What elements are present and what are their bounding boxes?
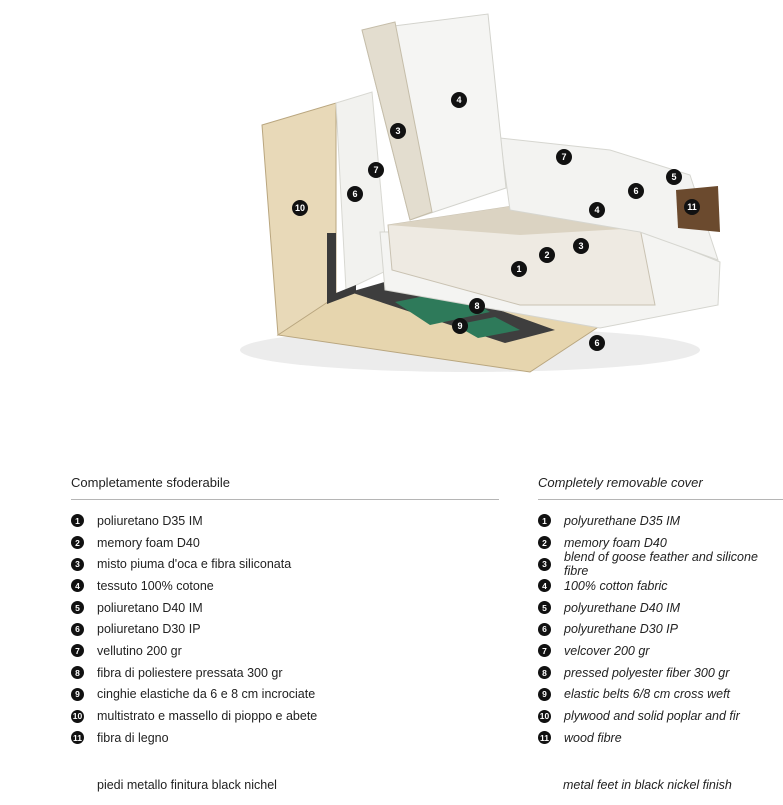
number-badge: 1: [71, 514, 84, 527]
marker-8: [469, 298, 485, 314]
item-text: misto piuma d'oca e fibra siliconata: [97, 557, 292, 572]
marker-3: [573, 238, 589, 254]
marker-6: [347, 186, 363, 202]
list-item: [71, 684, 499, 706]
marker-label: 1: [516, 264, 522, 274]
item-text: velcover 200 gr: [564, 643, 650, 658]
item-text: pressed polyester fiber 300 gr: [564, 665, 730, 680]
marker-4: [451, 92, 467, 108]
number-badge: 7: [71, 644, 84, 657]
number-badge: 8: [71, 666, 84, 679]
number-badge: 7: [538, 644, 551, 657]
marker-7: [556, 149, 572, 165]
item-text: poliuretano D40 IM: [97, 600, 203, 615]
marker-3: [390, 123, 406, 139]
item-text: multistrato e massello di pioppo e abete: [97, 709, 318, 724]
marker-2: [539, 247, 555, 263]
marker-label: 4: [456, 95, 462, 105]
list-item: [71, 532, 499, 554]
marker-label: 3: [395, 126, 401, 136]
plywood-back-panel: [262, 103, 336, 335]
item-text: vellutino 200 gr: [97, 643, 182, 658]
marker-label: 7: [373, 165, 379, 175]
list-item: [538, 684, 783, 706]
marker-label: 6: [352, 189, 358, 199]
marker-label: 8: [474, 301, 480, 311]
number-badge: 6: [71, 623, 84, 636]
item-text: memory foam D40: [564, 535, 667, 550]
marker-10: [292, 200, 308, 216]
marker-label: 11: [687, 202, 697, 212]
marker-11: [684, 199, 700, 215]
number-badge: 6: [538, 623, 551, 636]
list-item: [538, 550, 783, 579]
number-badge: 11: [73, 732, 82, 743]
number-badge: 4: [538, 579, 551, 592]
list-item: [538, 662, 783, 684]
number-badge: 1: [538, 514, 551, 527]
marker-7: [368, 162, 384, 178]
number-badge: 11: [540, 732, 549, 743]
marker-label: 6: [633, 186, 639, 196]
list-item: [71, 618, 499, 640]
item-text: poliuretano D35 IM: [97, 513, 203, 528]
item-text: 100% cotton fabric: [564, 578, 668, 593]
italian-header: Completamente sfoderabile: [71, 470, 499, 500]
list-item: [538, 597, 783, 619]
item-text: fibra di legno: [97, 730, 169, 745]
marker-6: [628, 183, 644, 199]
list-item: [538, 575, 783, 597]
marker-9: [452, 318, 468, 334]
marker-label: 4: [594, 205, 600, 215]
marker-6: [589, 335, 605, 351]
marker-5: [666, 169, 682, 185]
english-header: Completely removable cover: [538, 470, 783, 500]
number-badge: 2: [538, 536, 551, 549]
list-item: [71, 510, 499, 532]
item-text: poliuretano D30 IP: [97, 622, 201, 637]
marker-4: [589, 202, 605, 218]
italian-list: [71, 510, 499, 749]
item-text: blend of goose feather and silicone fibre: [564, 550, 758, 579]
number-badge: 5: [538, 601, 551, 614]
number-badge: 8: [538, 666, 551, 679]
list-item: [538, 618, 783, 640]
list-item: [71, 640, 499, 662]
item-text: plywood and solid poplar and fir: [564, 709, 740, 724]
english-footer-note: metal feet in black nickel finish: [563, 778, 732, 792]
number-badge: 10: [539, 711, 550, 722]
italian-column: [71, 470, 499, 792]
item-text: elastic belts 6/8 cm cross weft: [564, 687, 731, 702]
marker-1: [511, 261, 527, 277]
number-badge: 3: [538, 558, 551, 571]
number-badge: 9: [538, 688, 551, 701]
marker-label: 3: [578, 241, 584, 251]
marker-label: 10: [294, 203, 306, 213]
number-badge: 9: [71, 688, 84, 701]
item-text: wood fibre: [564, 730, 622, 745]
item-text: memory foam D40: [97, 535, 200, 550]
list-item: [71, 553, 499, 575]
marker-label: 6: [594, 338, 600, 348]
number-badge: 2: [71, 536, 84, 549]
item-text: polyurethane D30 IP: [564, 622, 678, 637]
list-item: [71, 727, 499, 749]
list-item: [71, 575, 499, 597]
italian-footer-note: piedi metallo finitura black nichel: [97, 778, 277, 792]
item-text: fibra di poliestere pressata 300 gr: [97, 665, 283, 680]
item-text: tessuto 100% cotone: [97, 578, 214, 593]
list-item: [538, 640, 783, 662]
number-badge: 3: [71, 558, 84, 571]
marker-label: 2: [544, 250, 550, 260]
item-text: cinghie elastiche da 6 e 8 cm incrociate: [97, 687, 316, 702]
marker-label: 9: [457, 321, 463, 331]
list-item: [538, 705, 783, 727]
item-text: polyurethane D35 IM: [564, 513, 681, 528]
marker-label: 5: [671, 172, 677, 182]
list-item: [71, 662, 499, 684]
number-badge: 4: [71, 579, 84, 592]
item-text: polyurethane D40 IM: [564, 600, 681, 615]
english-column: [538, 470, 783, 792]
list-item: [71, 705, 499, 727]
number-badge: 5: [71, 601, 84, 614]
english-list: [538, 510, 783, 749]
marker-label: 7: [561, 152, 567, 162]
number-badge: 10: [72, 711, 83, 722]
list-item: [538, 727, 783, 749]
list-item: [538, 510, 783, 532]
list-item: [71, 597, 499, 619]
